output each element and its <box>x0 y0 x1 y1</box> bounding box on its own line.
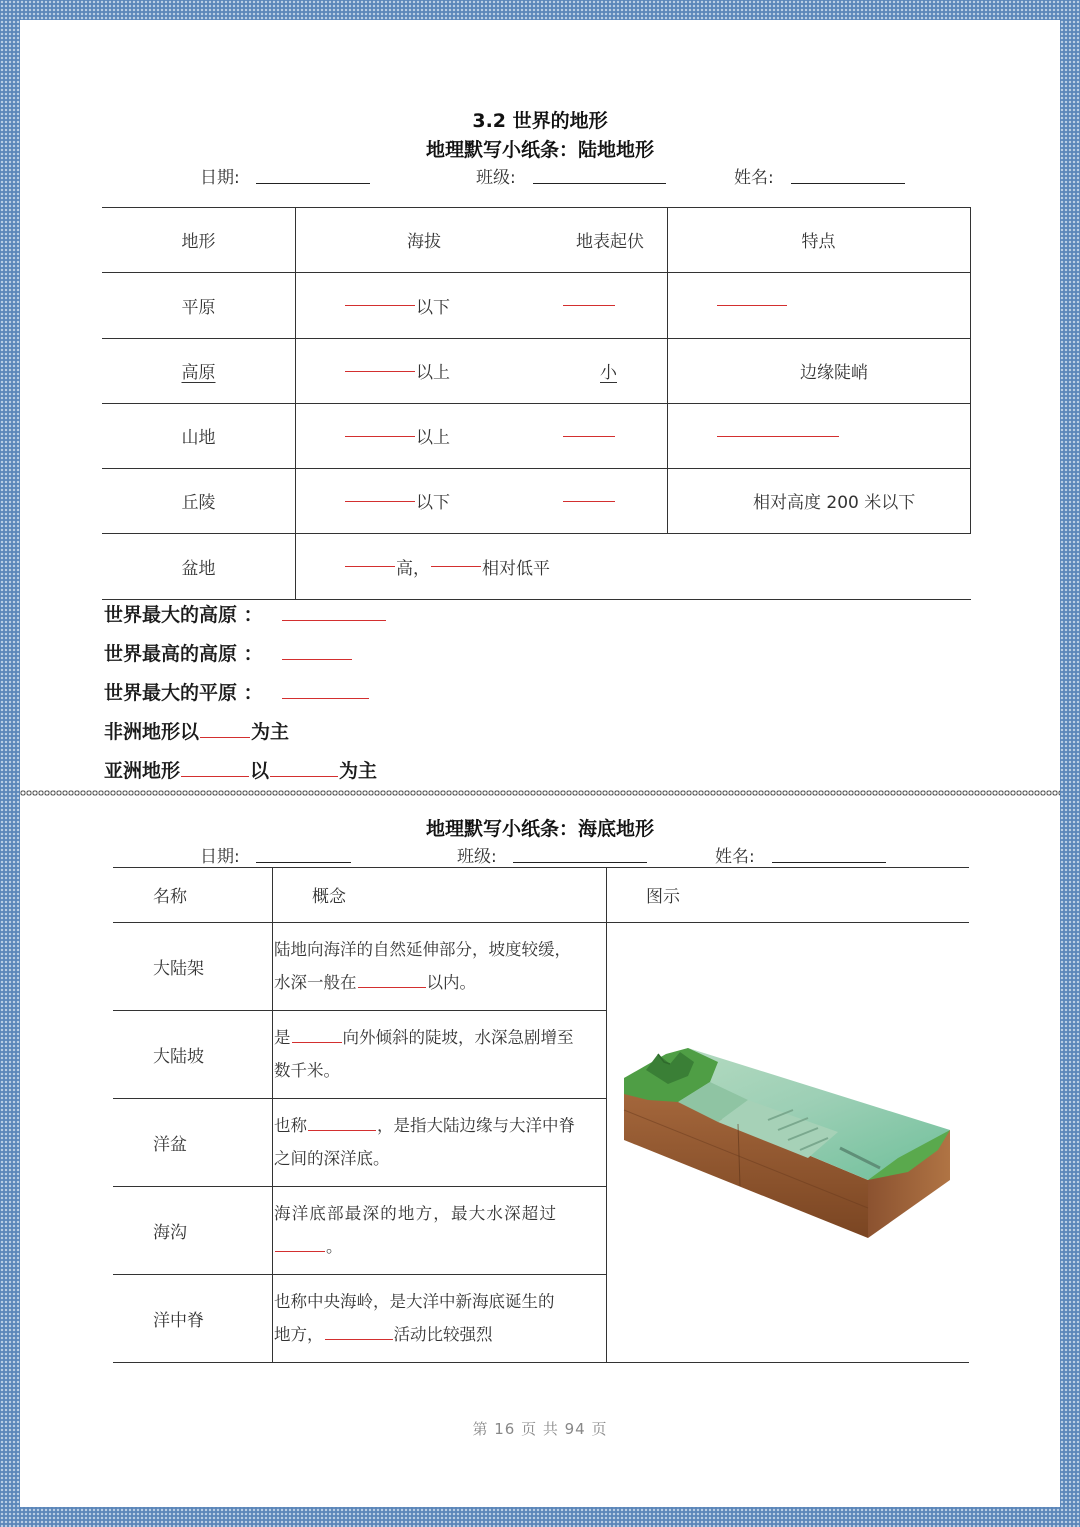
fill-blank[interactable] <box>563 500 615 502</box>
relief-cell <box>562 272 616 338</box>
feature-cell: 相对高度 200 米以下 <box>753 493 916 513</box>
header-terrain: 地形 <box>181 232 216 252</box>
fill-blank[interactable] <box>345 500 415 502</box>
date-label: 日期: <box>200 847 240 867</box>
concept-text: 也称 ，是指大陆边缘与大洋中脊 之间的深洋底。 <box>274 1116 575 1168</box>
relief-cell <box>562 468 616 533</box>
name-field[interactable] <box>791 183 905 184</box>
section-title: 3.2 世界的地形 <box>472 110 608 132</box>
fill-blank[interactable] <box>345 304 415 306</box>
altitude-cell: 以下 <box>344 468 450 533</box>
header-concept: 概念 <box>312 887 346 907</box>
basin-description: 高， 相对低平 <box>344 533 550 599</box>
fill-blank[interactable] <box>270 775 338 777</box>
fact-largest-plateau: 世界最大的高原 ： <box>104 600 387 627</box>
cut-line-divider <box>20 789 1060 797</box>
fill-blank[interactable] <box>563 435 615 437</box>
fill-blank[interactable] <box>325 1338 393 1340</box>
seafloor-name: 洋中脊 <box>153 1310 204 1331</box>
relief-cell: 小 <box>600 363 617 383</box>
feature-cell <box>716 272 788 338</box>
worksheet-title-land: 地理默写小纸条：陆地地形 <box>425 139 654 161</box>
fact-highest-plateau: 世界最高的高原 ： <box>104 639 353 666</box>
fill-blank[interactable] <box>345 565 395 567</box>
fill-blank[interactable] <box>282 697 369 699</box>
concept-text: 陆地向海洋的自然延伸部分，坡度较缓， 水深一般在 以内。 <box>274 940 571 992</box>
seafloor-name: 海沟 <box>153 1222 187 1243</box>
fact-africa-terrain: 非洲地形以 为主 <box>104 721 290 743</box>
header-altitude: 海拔 <box>407 232 441 252</box>
fill-blank[interactable] <box>275 1250 325 1252</box>
altitude-cell: 以下 <box>344 272 450 338</box>
fill-blank[interactable] <box>717 435 839 437</box>
feature-cell <box>716 403 840 468</box>
fact-asia-terrain: 亚洲地形 以 为主 <box>104 760 378 782</box>
feature-cell: 边缘陡峭 <box>800 363 868 383</box>
fill-blank[interactable] <box>282 658 352 660</box>
fill-blank[interactable] <box>200 736 250 738</box>
concept-text: 海洋底部最深的地方，最大水深超过 。 <box>274 1204 558 1256</box>
seafloor-name: 大陆坡 <box>153 1046 204 1067</box>
header-diagram: 图示 <box>646 887 680 907</box>
fact-largest-plain: 世界最大的平原 ： <box>104 678 370 705</box>
seafloor-name: 洋盆 <box>153 1134 187 1155</box>
class-field[interactable] <box>533 183 666 184</box>
name-field[interactable] <box>772 862 886 863</box>
header-name: 名称 <box>153 887 187 907</box>
terrain-name: 丘陵 <box>181 493 216 513</box>
concept-text: 也称中央海岭，是大洋中新海底诞生的 地方， 活动比较强烈 <box>274 1292 555 1344</box>
fill-blank[interactable] <box>181 775 249 777</box>
fill-blank[interactable] <box>431 565 481 567</box>
header-relief: 地表起伏 <box>576 232 644 252</box>
fill-blank[interactable] <box>345 435 415 437</box>
name-label: 姓名: <box>734 168 774 188</box>
altitude-cell: 以上 <box>344 338 450 403</box>
fill-blank[interactable] <box>717 304 787 306</box>
terrain-name: 盆地 <box>181 558 216 579</box>
ocean-floor-diagram <box>618 1040 958 1245</box>
relief-cell <box>562 403 616 468</box>
worksheet-title-ocean: 地理默写小纸条：海底地形 <box>425 818 654 840</box>
terrain-name: 山地 <box>181 428 216 448</box>
date-field[interactable] <box>256 183 370 184</box>
class-field[interactable] <box>513 862 647 863</box>
name-label: 姓名: <box>715 847 755 867</box>
concept-text: 是 向外倾斜的陡坡，水深急剧增至 数千米。 <box>274 1028 574 1080</box>
fill-blank[interactable] <box>563 304 615 306</box>
class-label: 班级: <box>476 168 516 188</box>
fill-blank[interactable] <box>345 370 415 372</box>
seafloor-name: 大陆架 <box>153 958 204 979</box>
terrain-name: 高原 <box>181 363 216 383</box>
page-footer: 第 16 页 共 94 页 <box>472 1420 608 1438</box>
fill-blank[interactable] <box>308 1129 376 1131</box>
fill-blank[interactable] <box>282 619 386 621</box>
date-label: 日期: <box>200 168 240 188</box>
fill-blank[interactable] <box>292 1041 342 1043</box>
class-label: 班级: <box>457 847 497 867</box>
date-field[interactable] <box>256 862 351 863</box>
altitude-cell: 以上 <box>344 403 450 468</box>
header-feature: 特点 <box>801 232 836 252</box>
fill-blank[interactable] <box>358 986 426 988</box>
terrain-name: 平原 <box>181 297 216 318</box>
